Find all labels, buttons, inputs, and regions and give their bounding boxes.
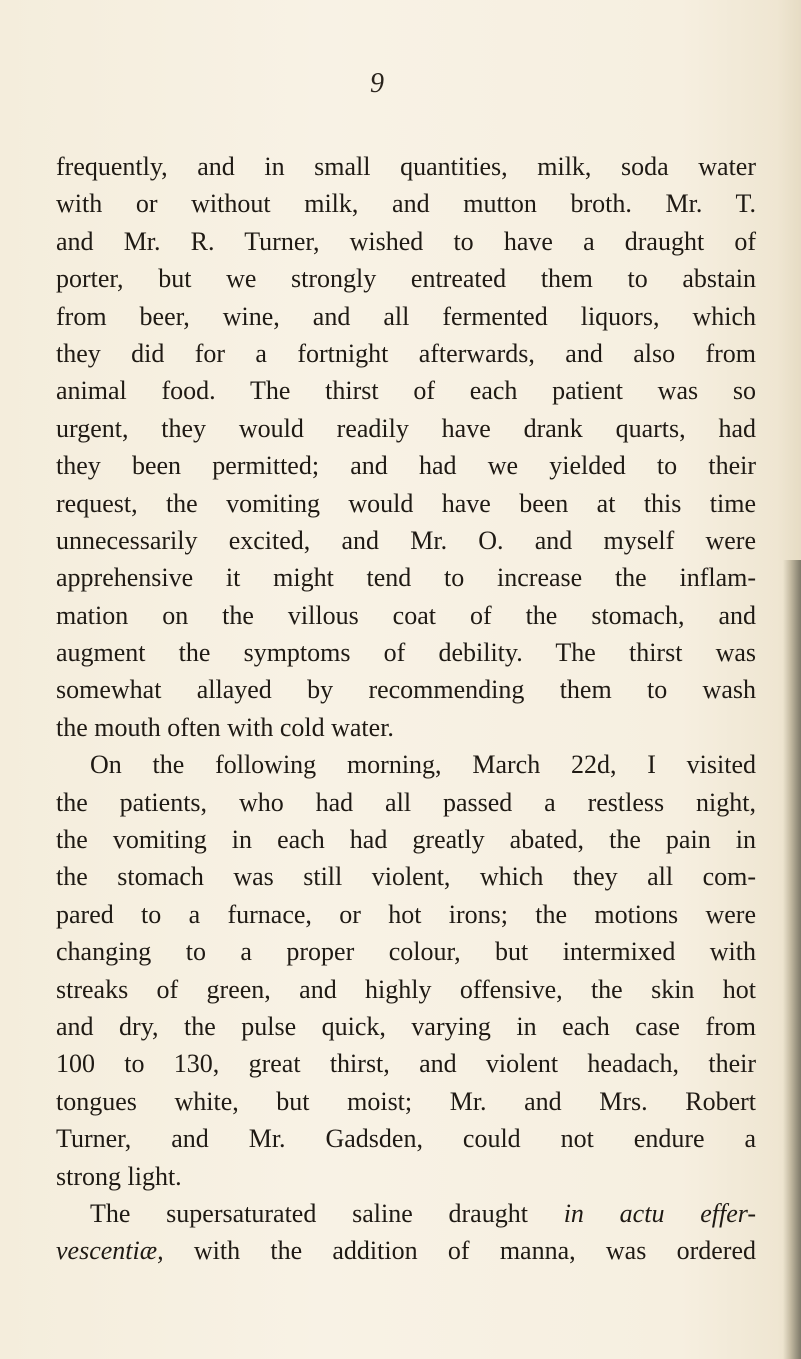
- text-line: they did for a fortnight afterwards, and also from: [56, 338, 756, 368]
- text-line: frequently, and in small quantities, milk, soda water: [56, 152, 756, 181]
- text-line: the stomach was still violent, which they all com-: [56, 862, 756, 892]
- text-line: apprehensive it might tend to increase the inflam-: [56, 563, 756, 593]
- italic-latin-phrase: in actu effer-: [563, 1198, 756, 1228]
- text-line: the patients, who had all passed a restless night,: [56, 787, 756, 817]
- paragraph-start-line: On the following morning, March 22d, I visited: [90, 750, 756, 780]
- text-line: and dry, the pulse quick, varying in each case from: [56, 1011, 756, 1041]
- text-line: somewhat allayed by recommending them to wash: [56, 675, 756, 705]
- text-line: the vomiting in each had greatly abated, the pain in: [56, 825, 756, 855]
- text-line: 100 to 130, great thirst, and violent headach, their: [56, 1049, 756, 1079]
- text-line: unnecessarily excited, and Mr. O. and myself were: [56, 525, 756, 555]
- text-line: [56, 1232, 756, 1269]
- text-line: with or without milk, and mutton broth. Mr. T.: [56, 189, 756, 219]
- text-line: they been permitted; and had we yielded to their: [56, 451, 756, 481]
- text-run: The supersaturated saline draught: [90, 1198, 528, 1228]
- text-run: with the addition of manna, was ordered: [193, 1236, 756, 1266]
- text-line: urgent, they would readily have drank quarts, had: [56, 413, 756, 443]
- text-line: porter, but we strongly entreated them to abstain: [56, 264, 756, 294]
- text-line: and Mr. R. Turner, wished to have a draught of: [56, 226, 756, 256]
- text-line: request, the vomiting would have been at this time: [56, 488, 756, 518]
- text-line: pared to a furnace, or hot irons; the motions were: [56, 899, 756, 929]
- text-line: changing to a proper colour, but intermixed with: [56, 937, 756, 967]
- page-number: 9: [370, 68, 384, 99]
- paragraph-start-line: [56, 1195, 756, 1232]
- italic-latin-phrase: vescentiæ,: [56, 1236, 164, 1266]
- text-line: mation on the villous coat of the stomach, and: [56, 600, 756, 630]
- text-line: augment the symptoms of debility. The thirst was: [56, 638, 756, 668]
- text-line: from beer, wine, and all fermented liquors, which: [56, 301, 756, 331]
- text-line: the mouth often with cold water.: [56, 712, 394, 742]
- text-line: streaks of green, and highly offensive, the skin hot: [56, 974, 756, 1004]
- body-text: [56, 148, 756, 1270]
- text-line: animal food. The thirst of each patient was so: [56, 376, 756, 406]
- page-edge-shadow: [783, 560, 801, 1359]
- text-line: tongues white, but moist; Mr. and Mrs. Robert: [56, 1086, 756, 1116]
- text-line: strong light.: [56, 1161, 182, 1191]
- text-line: Turner, and Mr. Gadsden, could not endure a: [56, 1124, 756, 1154]
